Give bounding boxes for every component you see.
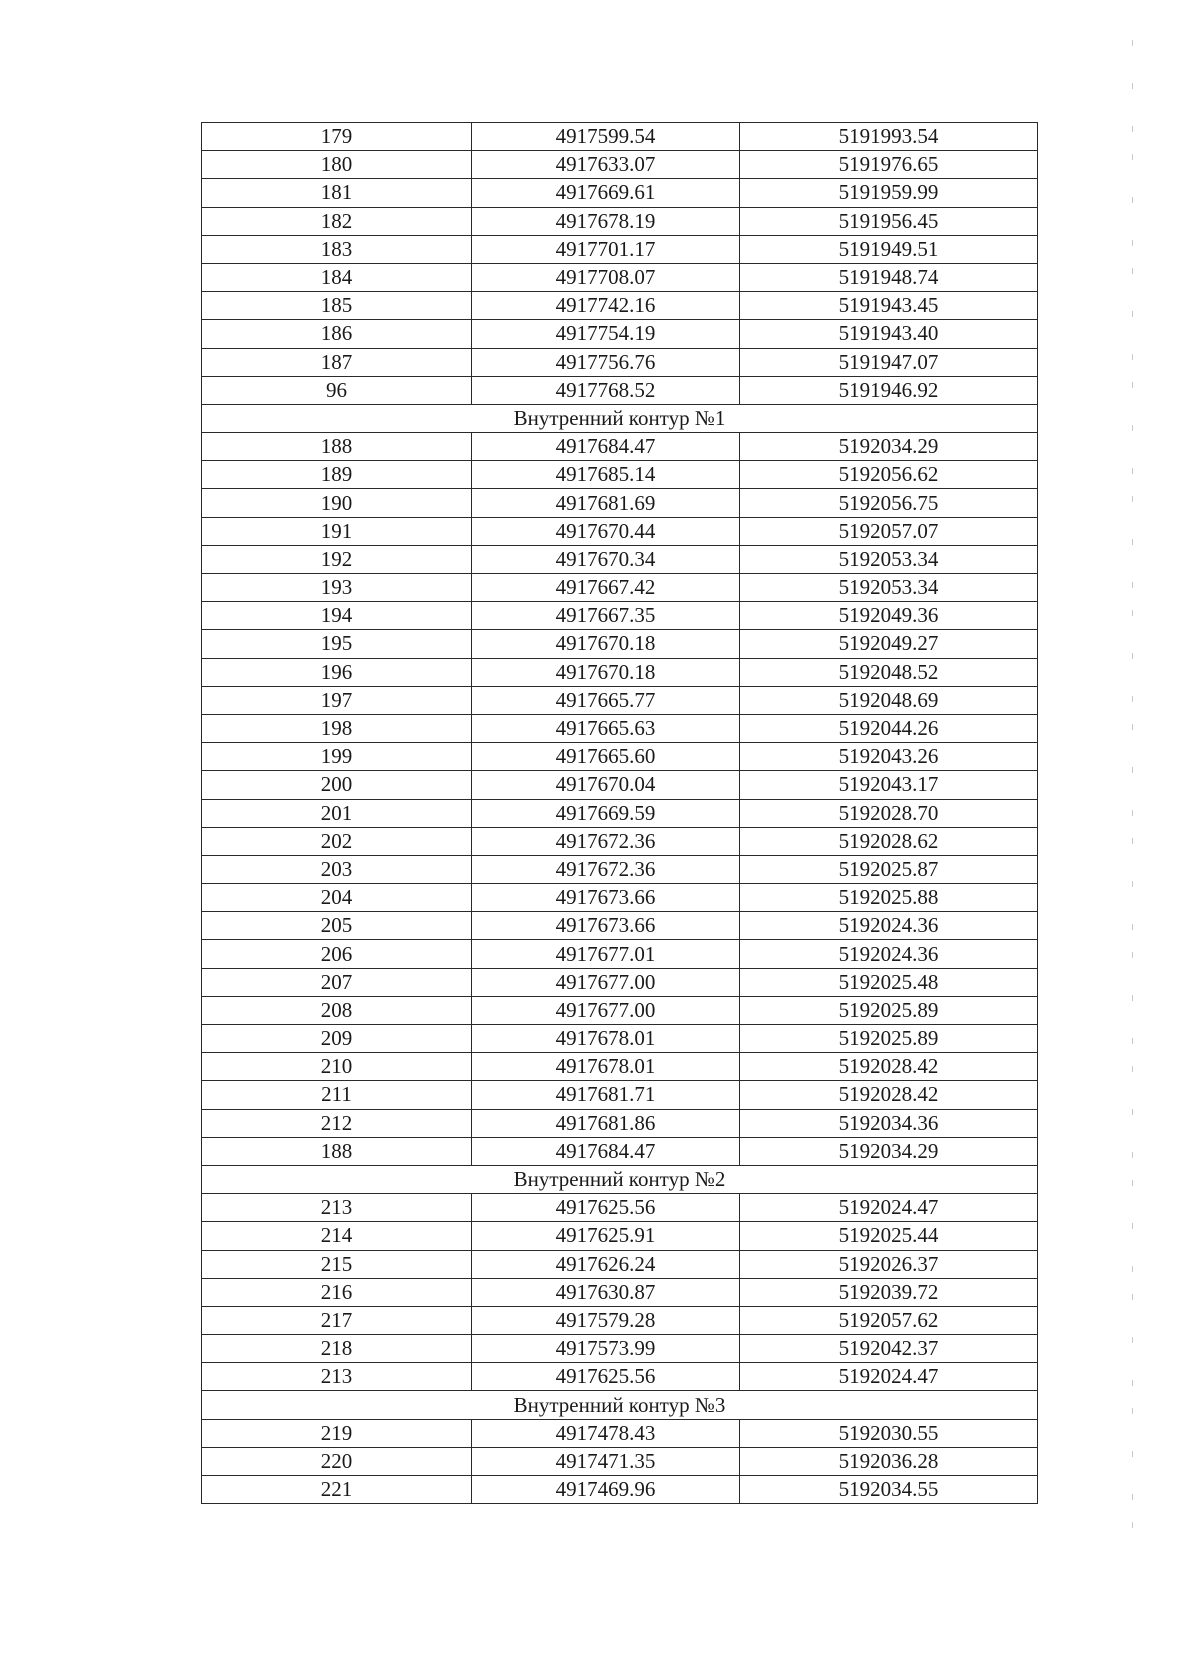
table-row <box>202 263 1038 291</box>
y-coordinate-cell: 5191959.99 <box>740 179 1038 207</box>
table-row <box>202 1053 1038 1081</box>
point-number-cell: 210 <box>202 1053 472 1081</box>
point-number-cell: 190 <box>202 489 472 517</box>
x-coordinate-cell: 4917678.19 <box>472 207 740 235</box>
point-number-cell: 219 <box>202 1419 472 1447</box>
y-coordinate-cell: 5191943.45 <box>740 292 1038 320</box>
x-coordinate-cell: 4917673.66 <box>472 912 740 940</box>
y-coordinate-cell: 5191948.74 <box>740 263 1038 291</box>
point-number-cell: 182 <box>202 207 472 235</box>
scan-mark <box>1132 1380 1133 1386</box>
point-number-cell: 216 <box>202 1278 472 1306</box>
point-number-cell: 96 <box>202 376 472 404</box>
point-number-cell: 192 <box>202 545 472 573</box>
y-coordinate-cell: 5192048.69 <box>740 686 1038 714</box>
scan-mark <box>1132 995 1133 1001</box>
table-row <box>202 1194 1038 1222</box>
table-row <box>202 968 1038 996</box>
x-coordinate-cell: 4917670.34 <box>472 545 740 573</box>
x-coordinate-cell: 4917684.47 <box>472 1137 740 1165</box>
table-row <box>202 1476 1038 1504</box>
scan-mark <box>1132 496 1133 502</box>
table-row <box>202 1250 1038 1278</box>
x-coordinate-cell: 4917670.04 <box>472 771 740 799</box>
scan-mark <box>1132 1522 1133 1528</box>
scan-mark <box>1132 952 1133 958</box>
table-row <box>202 1306 1038 1334</box>
x-coordinate-cell: 4917469.96 <box>472 1476 740 1504</box>
table-row <box>202 348 1038 376</box>
y-coordinate-cell: 5192024.47 <box>740 1194 1038 1222</box>
y-coordinate-cell: 5192028.70 <box>740 799 1038 827</box>
y-coordinate-cell: 5192036.28 <box>740 1447 1038 1475</box>
table-row <box>202 743 1038 771</box>
section-heading-row <box>202 1391 1038 1419</box>
point-number-cell: 181 <box>202 179 472 207</box>
point-number-cell: 189 <box>202 461 472 489</box>
y-coordinate-cell: 5192024.36 <box>740 940 1038 968</box>
x-coordinate-cell: 4917667.35 <box>472 602 740 630</box>
point-number-cell: 212 <box>202 1109 472 1137</box>
x-coordinate-cell: 4917677.01 <box>472 940 740 968</box>
table-row <box>202 1222 1038 1250</box>
point-number-cell: 184 <box>202 263 472 291</box>
y-coordinate-cell: 5192049.27 <box>740 630 1038 658</box>
table-row <box>202 1278 1038 1306</box>
section-heading: Внутренний контур №2 <box>202 1165 1038 1193</box>
x-coordinate-cell: 4917681.71 <box>472 1081 740 1109</box>
table-row <box>202 489 1038 517</box>
x-coordinate-cell: 4917630.87 <box>472 1278 740 1306</box>
y-coordinate-cell: 5192057.07 <box>740 517 1038 545</box>
point-number-cell: 213 <box>202 1363 472 1391</box>
x-coordinate-cell: 4917669.61 <box>472 179 740 207</box>
point-number-cell: 221 <box>202 1476 472 1504</box>
scan-mark <box>1132 197 1133 203</box>
scan-mark <box>1132 582 1133 588</box>
point-number-cell: 220 <box>202 1447 472 1475</box>
y-coordinate-cell: 5192025.48 <box>740 968 1038 996</box>
y-coordinate-cell: 5192025.44 <box>740 1222 1038 1250</box>
x-coordinate-cell: 4917701.17 <box>472 235 740 263</box>
scan-mark <box>1132 354 1133 360</box>
x-coordinate-cell: 4917678.01 <box>472 1053 740 1081</box>
x-coordinate-cell: 4917633.07 <box>472 151 740 179</box>
scan-mark <box>1132 126 1133 132</box>
x-coordinate-cell: 4917672.36 <box>472 827 740 855</box>
x-coordinate-cell: 4917678.01 <box>472 1025 740 1053</box>
table-row <box>202 207 1038 235</box>
x-coordinate-cell: 4917681.86 <box>472 1109 740 1137</box>
y-coordinate-cell: 5192025.89 <box>740 996 1038 1024</box>
y-coordinate-cell: 5192034.29 <box>740 433 1038 461</box>
scan-mark <box>1132 696 1133 702</box>
table-row <box>202 1363 1038 1391</box>
y-coordinate-cell: 5192024.36 <box>740 912 1038 940</box>
point-number-cell: 207 <box>202 968 472 996</box>
y-coordinate-cell: 5192048.52 <box>740 658 1038 686</box>
scan-mark <box>1132 1109 1133 1115</box>
table-row <box>202 602 1038 630</box>
scan-mark <box>1132 83 1133 89</box>
scan-mark <box>1132 767 1133 773</box>
table-row <box>202 686 1038 714</box>
scan-mark <box>1132 268 1133 274</box>
point-number-cell: 185 <box>202 292 472 320</box>
scan-mark <box>1132 1494 1133 1500</box>
y-coordinate-cell: 5192057.62 <box>740 1306 1038 1334</box>
y-coordinate-cell: 5191947.07 <box>740 348 1038 376</box>
table-row <box>202 884 1038 912</box>
x-coordinate-cell: 4917669.59 <box>472 799 740 827</box>
x-coordinate-cell: 4917677.00 <box>472 996 740 1024</box>
table-row <box>202 1335 1038 1363</box>
x-coordinate-cell: 4917626.24 <box>472 1250 740 1278</box>
y-coordinate-cell: 5191946.92 <box>740 376 1038 404</box>
x-coordinate-cell: 4917672.36 <box>472 855 740 883</box>
scan-mark <box>1132 1294 1133 1300</box>
y-coordinate-cell: 5192028.42 <box>740 1081 1038 1109</box>
section-heading: Внутренний контур №3 <box>202 1391 1038 1419</box>
point-number-cell: 198 <box>202 714 472 742</box>
point-number-cell: 193 <box>202 574 472 602</box>
scan-mark <box>1132 881 1133 887</box>
x-coordinate-cell: 4917599.54 <box>472 123 740 151</box>
y-coordinate-cell: 5192044.26 <box>740 714 1038 742</box>
x-coordinate-cell: 4917756.76 <box>472 348 740 376</box>
point-number-cell: 211 <box>202 1081 472 1109</box>
point-number-cell: 194 <box>202 602 472 630</box>
table-row <box>202 292 1038 320</box>
x-coordinate-cell: 4917681.69 <box>472 489 740 517</box>
point-number-cell: 183 <box>202 235 472 263</box>
table-row <box>202 827 1038 855</box>
y-coordinate-cell: 5192034.36 <box>740 1109 1038 1137</box>
point-number-cell: 180 <box>202 151 472 179</box>
x-coordinate-cell: 4917708.07 <box>472 263 740 291</box>
y-coordinate-cell: 5192056.75 <box>740 489 1038 517</box>
x-coordinate-cell: 4917670.18 <box>472 630 740 658</box>
scan-mark <box>1132 924 1133 930</box>
y-coordinate-cell: 5191943.40 <box>740 320 1038 348</box>
table-row <box>202 1419 1038 1447</box>
scan-mark <box>1132 653 1133 659</box>
y-coordinate-cell: 5192024.47 <box>740 1363 1038 1391</box>
x-coordinate-cell: 4917667.42 <box>472 574 740 602</box>
table-row <box>202 461 1038 489</box>
y-coordinate-cell: 5192026.37 <box>740 1250 1038 1278</box>
y-coordinate-cell: 5192028.62 <box>740 827 1038 855</box>
x-coordinate-cell: 4917677.00 <box>472 968 740 996</box>
point-number-cell: 195 <box>202 630 472 658</box>
table-row <box>202 123 1038 151</box>
table-row <box>202 940 1038 968</box>
scan-mark <box>1132 810 1133 816</box>
scan-mark <box>1132 1451 1133 1457</box>
y-coordinate-cell: 5192053.34 <box>740 574 1038 602</box>
coordinates-table-body <box>202 123 1038 1504</box>
x-coordinate-cell: 4917478.43 <box>472 1419 740 1447</box>
x-coordinate-cell: 4917579.28 <box>472 1306 740 1334</box>
point-number-cell: 187 <box>202 348 472 376</box>
table-row <box>202 771 1038 799</box>
table-row <box>202 320 1038 348</box>
point-number-cell: 191 <box>202 517 472 545</box>
x-coordinate-cell: 4917673.66 <box>472 884 740 912</box>
point-number-cell: 201 <box>202 799 472 827</box>
table-row <box>202 1137 1038 1165</box>
point-number-cell: 205 <box>202 912 472 940</box>
section-heading-row <box>202 1165 1038 1193</box>
table-row <box>202 574 1038 602</box>
scan-mark <box>1132 468 1133 474</box>
x-coordinate-cell: 4917670.44 <box>472 517 740 545</box>
table-row <box>202 235 1038 263</box>
point-number-cell: 218 <box>202 1335 472 1363</box>
point-number-cell: 179 <box>202 123 472 151</box>
x-coordinate-cell: 4917625.56 <box>472 1363 740 1391</box>
scan-mark <box>1132 382 1133 388</box>
table-row <box>202 545 1038 573</box>
scan-mark <box>1132 1223 1133 1229</box>
scan-mark <box>1132 539 1133 545</box>
table-row <box>202 1025 1038 1053</box>
y-coordinate-cell: 5192039.72 <box>740 1278 1038 1306</box>
scan-mark <box>1132 1180 1133 1186</box>
scan-mark <box>1132 40 1133 46</box>
section-heading: Внутренний контур №1 <box>202 404 1038 432</box>
y-coordinate-cell: 5192042.37 <box>740 1335 1038 1363</box>
scan-mark <box>1132 425 1133 431</box>
table-row <box>202 517 1038 545</box>
y-coordinate-cell: 5192028.42 <box>740 1053 1038 1081</box>
table-row <box>202 912 1038 940</box>
x-coordinate-cell: 4917685.14 <box>472 461 740 489</box>
scan-edge-marks <box>1132 40 1140 1580</box>
y-coordinate-cell: 5191956.45 <box>740 207 1038 235</box>
x-coordinate-cell: 4917742.16 <box>472 292 740 320</box>
table-row <box>202 714 1038 742</box>
table-row <box>202 658 1038 686</box>
scan-mark <box>1132 1408 1133 1414</box>
y-coordinate-cell: 5192030.55 <box>740 1419 1038 1447</box>
y-coordinate-cell: 5192053.34 <box>740 545 1038 573</box>
point-number-cell: 188 <box>202 433 472 461</box>
y-coordinate-cell: 5192043.26 <box>740 743 1038 771</box>
point-number-cell: 204 <box>202 884 472 912</box>
table-row <box>202 799 1038 827</box>
scan-mark <box>1132 724 1133 730</box>
y-coordinate-cell: 5191976.65 <box>740 151 1038 179</box>
y-coordinate-cell: 5191993.54 <box>740 123 1038 151</box>
table-row <box>202 376 1038 404</box>
scan-mark <box>1132 838 1133 844</box>
point-number-cell: 203 <box>202 855 472 883</box>
x-coordinate-cell: 4917625.56 <box>472 1194 740 1222</box>
scan-mark <box>1132 154 1133 160</box>
point-number-cell: 208 <box>202 996 472 1024</box>
x-coordinate-cell: 4917754.19 <box>472 320 740 348</box>
point-number-cell: 217 <box>202 1306 472 1334</box>
table-row <box>202 855 1038 883</box>
table-row <box>202 179 1038 207</box>
x-coordinate-cell: 4917665.77 <box>472 686 740 714</box>
y-coordinate-cell: 5192025.89 <box>740 1025 1038 1053</box>
y-coordinate-cell: 5192049.36 <box>740 602 1038 630</box>
x-coordinate-cell: 4917665.63 <box>472 714 740 742</box>
scan-mark <box>1132 610 1133 616</box>
point-number-cell: 202 <box>202 827 472 855</box>
point-number-cell: 213 <box>202 1194 472 1222</box>
scan-mark <box>1132 1266 1133 1272</box>
coordinates-table <box>201 122 1038 1504</box>
x-coordinate-cell: 4917768.52 <box>472 376 740 404</box>
point-number-cell: 206 <box>202 940 472 968</box>
x-coordinate-cell: 4917625.91 <box>472 1222 740 1250</box>
y-coordinate-cell: 5192056.62 <box>740 461 1038 489</box>
x-coordinate-cell: 4917684.47 <box>472 433 740 461</box>
table-row <box>202 630 1038 658</box>
y-coordinate-cell: 5192034.29 <box>740 1137 1038 1165</box>
scan-mark <box>1132 240 1133 246</box>
y-coordinate-cell: 5191949.51 <box>740 235 1038 263</box>
point-number-cell: 200 <box>202 771 472 799</box>
point-number-cell: 186 <box>202 320 472 348</box>
point-number-cell: 188 <box>202 1137 472 1165</box>
point-number-cell: 196 <box>202 658 472 686</box>
table-row <box>202 433 1038 461</box>
point-number-cell: 215 <box>202 1250 472 1278</box>
y-coordinate-cell: 5192043.17 <box>740 771 1038 799</box>
scan-mark <box>1132 311 1133 317</box>
scan-mark <box>1132 1066 1133 1072</box>
table-row <box>202 996 1038 1024</box>
table-row <box>202 1109 1038 1137</box>
y-coordinate-cell: 5192034.55 <box>740 1476 1038 1504</box>
x-coordinate-cell: 4917670.18 <box>472 658 740 686</box>
point-number-cell: 214 <box>202 1222 472 1250</box>
x-coordinate-cell: 4917471.35 <box>472 1447 740 1475</box>
point-number-cell: 199 <box>202 743 472 771</box>
scan-mark <box>1132 1152 1133 1158</box>
table-row <box>202 1447 1038 1475</box>
table-row <box>202 1081 1038 1109</box>
x-coordinate-cell: 4917665.60 <box>472 743 740 771</box>
point-number-cell: 197 <box>202 686 472 714</box>
scan-mark <box>1132 1337 1133 1343</box>
point-number-cell: 209 <box>202 1025 472 1053</box>
y-coordinate-cell: 5192025.88 <box>740 884 1038 912</box>
x-coordinate-cell: 4917573.99 <box>472 1335 740 1363</box>
section-heading-row <box>202 404 1038 432</box>
table-row <box>202 151 1038 179</box>
y-coordinate-cell: 5192025.87 <box>740 855 1038 883</box>
scan-mark <box>1132 1038 1133 1044</box>
